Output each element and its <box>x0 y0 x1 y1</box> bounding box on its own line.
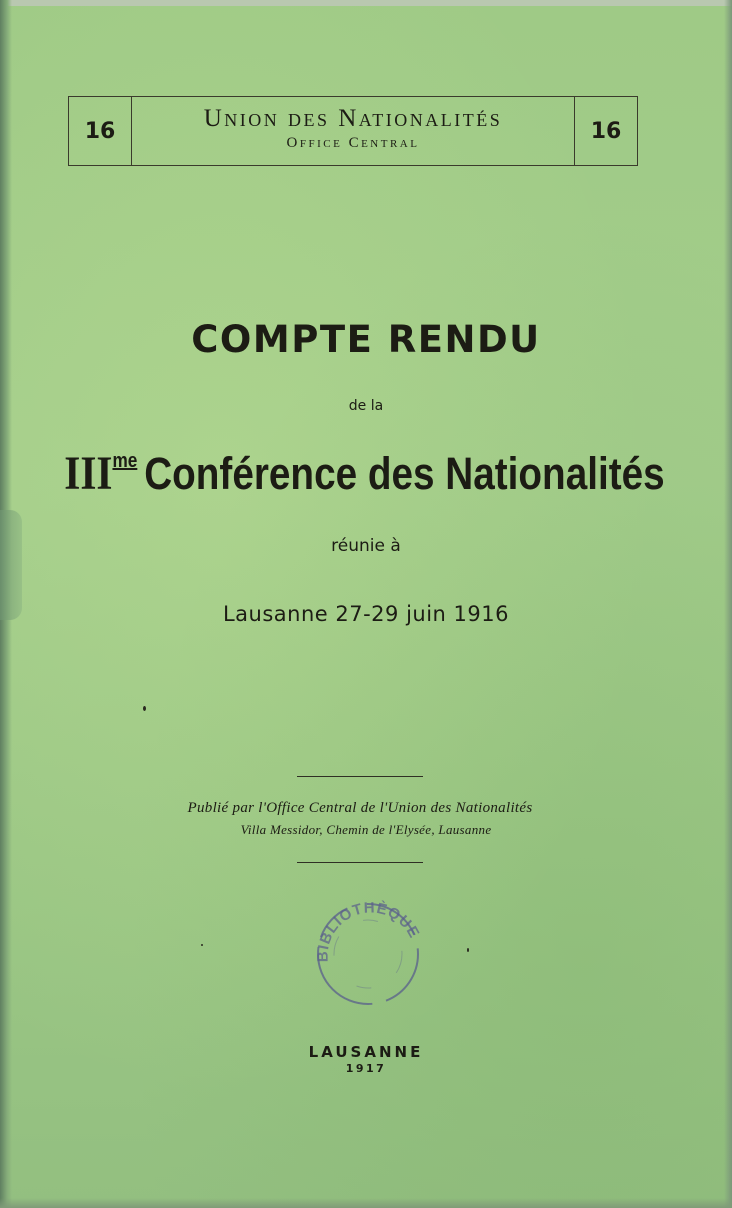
paper-speck <box>467 948 469 952</box>
conference-title <box>50 446 680 501</box>
series-number-right: 16 <box>574 97 638 165</box>
main-heading: COMPTE RENDU <box>191 318 541 361</box>
stamp-text: BIBLIOTHÈQUE <box>314 899 423 963</box>
place-and-date: Lausanne 27-29 juin 1916 <box>222 602 509 626</box>
conference-name: Conférence des Nationalités <box>144 448 665 499</box>
cover-top-edge <box>0 0 732 6</box>
conference-ordinal-suffix: me <box>112 450 138 472</box>
reunie-text: réunie à <box>331 536 401 556</box>
series-number-left: 16 <box>68 97 132 165</box>
imprint-year: 1917 <box>345 1062 387 1075</box>
publisher-line-1: Publié par l'Office Central de l'Union des Nationalités <box>187 800 533 816</box>
series-header-box <box>68 96 638 166</box>
cover-bottom-edge <box>0 1198 732 1208</box>
stamp-inner-ring <box>334 920 402 988</box>
library-stamp <box>306 892 430 1016</box>
imprint-city: LAUSANNE <box>308 1043 424 1061</box>
divider-top <box>297 776 423 777</box>
publisher-line-2: Villa Messidor, Chemin de l'Elysée, Lausanne <box>240 822 492 837</box>
series-title: Union des Nationalités <box>203 105 503 132</box>
series-subtitle: Office Central <box>286 135 420 151</box>
conference-ordinal: III <box>64 447 113 500</box>
divider-bottom <box>297 862 423 863</box>
heading-connector: de la <box>348 398 384 414</box>
paper-speck <box>201 944 203 946</box>
paper-speck <box>143 706 146 711</box>
